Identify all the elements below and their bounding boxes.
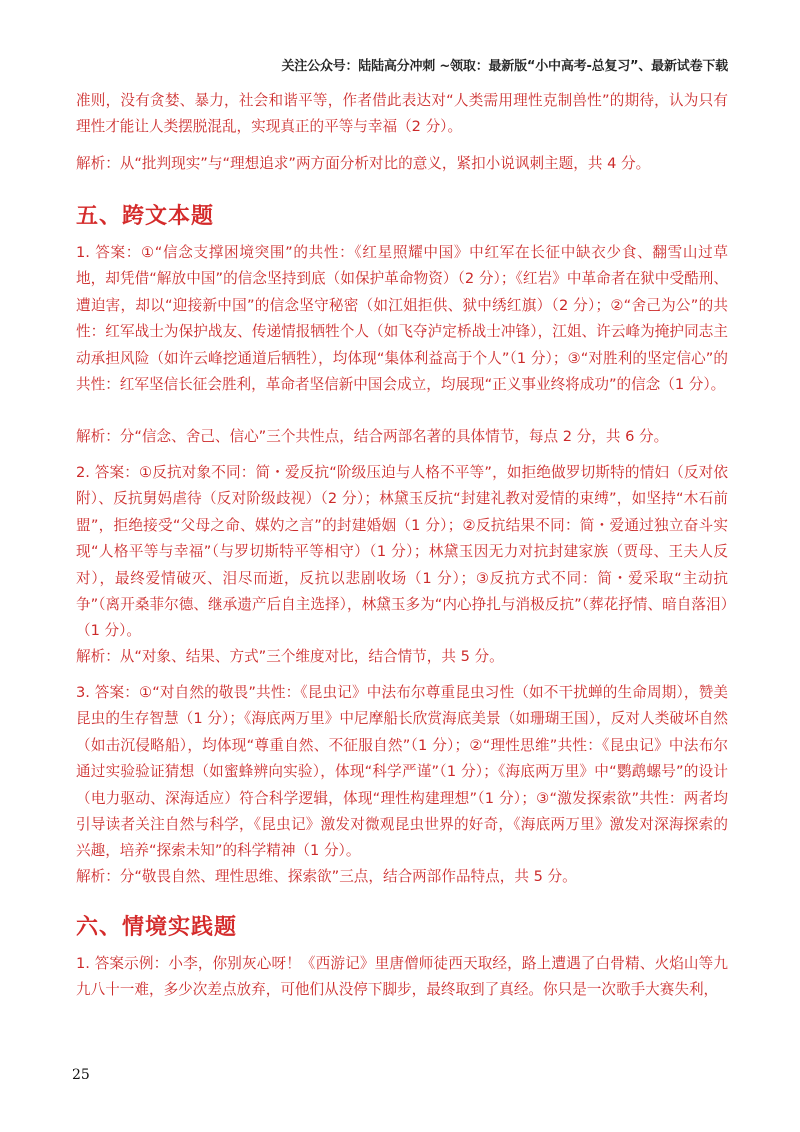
page-header: 关注公众号：陆陆高分冲刺 ~领取：最新版“小中高考-总复习”、最新试卷下载 [281, 59, 728, 74]
q1-situational-answer: 1. 答案示例：小李，你别灰心呀！《西游记》里唐僧师徒西天取经，路上遭遇了白骨精、火焰山等九九八十一难，多少次差点放弃，可他们从没停下脚步，最终取到了真经。你只是一次歌手大赛失利， [76, 955, 728, 999]
intro-analysis: 解析：从“批判现实”与“理想追求”两方面分析对比的意义，紧扣小说讽刺主题，共 4 分。 [76, 155, 651, 172]
q2-analysis: 解析：从“对象、结果、方式”三个维度对比，结合情节，共 5 分。 [76, 648, 504, 665]
q1-answer: 1. 答案：①“信念支撑困境突围”的共性：《红星照耀中国》中红军在长征中缺衣少食、翻雪山过草地，却凭借“解放中国”的信念坚持到底（如保护革命物资）（2 分）；《红岩》中革命者在狱中受酷刑、遭迫害，却以“迎接新中国”的信念坚守秘密（如江姐拒供、狱中绣红旗）（2 分）；②“舍己为公”的共性：红军战士为保护战友、传递情报牺牲个人（如飞夺泸定桥战士冲锋），江姐、许云峰为掩护同志主动承担风险（如许云峰挖通道后牺牲），均体现“集体利益高于个人”（1 分）；③“对胜利的坚定信心”的共性：红军坚信长征会胜利，革命者坚信新中国会成立，均展现“正义事业终将成功”的信念（1 分）。 [76, 244, 728, 394]
section-5-title: 五、跨文本题 [76, 204, 215, 229]
q3-answer: 3. 答案：①“对自然的敬畏”共性：《昆虫记》中法布尔尊重昆虫习性（如不干扰蝉的生命周期），赞美昆虫的生存智慧（1 分）；《海底两万里》中尼摩船长欣赏海底美景（如珊瑚王国），反对人类破坏自然（如击沉侵略船），均体现“尊重自然、不征服自然”（1 分）；②“理性思维”共性：《昆虫记》中法布尔通过实验验证猜想（如蜜蜂辨向实验），体现“科学严谨”（1 分）；《海底两万里》中“鹦鹉螺号”的设计（电力驱动、深海适应）符合科学逻辑，体现“理性构建理想”（1 分）；③“激发探索欲”共性：两者均引导读者关注自然与科学，《昆虫记》激发对微观昆虫世界的好奇，《海底两万里》激发对深海探索的兴趣，培养“探索未知”的科学精神（1 分）。 [76, 684, 728, 860]
page-number: 25 [72, 1067, 90, 1083]
q3-analysis: 解析：分“敬畏自然、理性思维、探索欲”三点，结合两部作品特点，共 5 分。 [76, 868, 577, 885]
q1-analysis: 解析：分“信念、舍己、信心”三个共性点，结合两部名著的具体情节，每点 2 分，共 6 分。 [76, 428, 669, 445]
section-6-title: 六、情境实践题 [76, 915, 238, 940]
intro-paragraph: 准则，没有贪婪、暴力，社会和谐平等，作者借此表达对“人类需用理性克制兽性”的期待，认为只有理性才能让人类摆脱混乱，实现真正的平等与幸福（2 分）。 [76, 92, 729, 136]
q2-answer: 2. 答案：①反抗对象不同：简・爱反抗“阶级压迫与人格不平等”，如拒绝做罗切斯特的情妇（反对依附）、反抗舅妈虐待（反对阶级歧视）（2 分）；林黛玉反抗“封建礼教对爱情的束缚”，如坚持“木石前盟”，拒绝接受“父母之命、媒妁之言”的封建婚姻（1 分）；②反抗结果不同：简・爱通过独立奋斗实现“人格平等与幸福”（与罗切斯特平等相守）（1 分）；林黛玉因无力对抗封建家族（贾母、王夫人反对），最终爱情破灭、泪尽而逝，反抗以悲剧收场（1 分）；③反抗方式不同：简・爱采取“主动抗争”（离开桑菲尔德、继承遗产后自主选择），林黛玉多为“内心挣扎与消极反抗”（葬花抒情、暗自落泪）（1 分）。 [76, 464, 728, 640]
